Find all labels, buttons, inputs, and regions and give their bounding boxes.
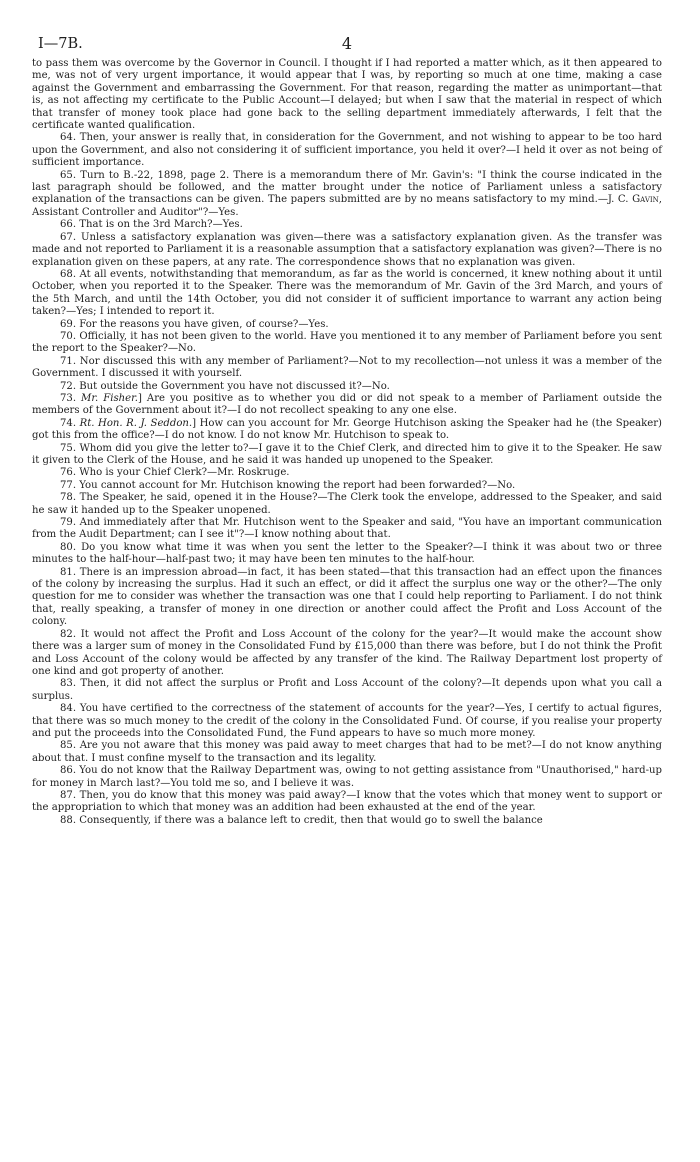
q74-number: 74. (60, 417, 80, 429)
paragraph-q86: 86. You do not know that the Railway Department was, owing to not getting assistance from "Unauthorised," hard-up for money in March last?—You told me so, and I believe it was. (32, 765, 662, 789)
paragraph-continuation: to pass them was overcome by the Governor in Council. I thought if I had reported a matter which, as it then appeared to me, was not of very urgent importance, it would appear that I was, by reporting so much at one time, making a case against the Government and embarrassing the Government. For that reason, regarding the matter as unimportant—that is, as not affecting my certificate to the Public Account—I delayed; but when I saw that the material in respect of which that transfer of money took place had gone back to the selling department immediately afterwards, I felt that the certificate wanted qualification. (32, 58, 662, 132)
paragraph-q70: 70. Officially, it has not been given to the world. Have you mentioned it to any member of Parliament before you sent the report to the Speaker?—No. (32, 330, 662, 355)
paragraph-q73 (32, 393, 662, 418)
q74-speaker: Rt. Hon. R. J. Seddon. (79, 417, 193, 429)
paragraph-q64: 64. Then, your answer is really that, in consideration for the Government, and not wishing to appear to be too hard upon the Government, and also not considering it of sufficient importance, you held it over?—I held it over as not being of sufficient importance. (32, 132, 662, 169)
paragraph-q83: 83. Then, it did not affect the surplus or Profit and Loss Account of the colony?—It depends upon what you call a surplus. (32, 678, 662, 702)
paragraph-q76: 76. Who is your Chief Clerk?—Mr. Roskruge. (60, 467, 290, 479)
document-body (32, 58, 662, 827)
paragraph-q72: 72. But outside the Government you have not discussed it?—No. (60, 380, 390, 392)
q65-text-end: , Assistant Controller and Auditor"?—Yes. (32, 194, 662, 218)
q65-text: 65. Turn to B.-22, 1898, page 2. There is a memorandum there of Mr. Gavin's: "I think the course indicated in the last paragraph should be followed, and the matter brought under the notice of Parliament unless a satisfactory explanation of the transactions can be given. The papers submitted are by no means satisfactory to my mind.—J. C. (32, 169, 662, 206)
paragraph-q87: 87. Then, you do know that this money was paid away?—I know that the votes which that money went to support or the appropriation to which that money was an addition had been exhausted at the end of the year. (32, 789, 662, 814)
paragraph-q79: 79. And immediately after that Mr. Hutchison went to the Speaker and said, "You have an important communication from the Audit Department; can I see it"?—I know nothing about that. (32, 517, 662, 541)
page-number: 4 (341, 34, 353, 53)
paragraph-q68: 68. At all events, notwithstanding that memorandum, as far as the world is concerned, it knew nothing about it until October, when you reported it to the Speaker. There was the memorandum of Mr. Gavin of the 3rd March, and yours of the 5th March, and until the 14th October, you did not consider it of sufficient importance to warrant any action being taken?—Yes; I intended to report it. (32, 268, 662, 318)
paragraph-q74 (32, 418, 662, 443)
q74-text: ] How can you account for Mr. George Hutchison asking the Speaker had he (the Speaker) got this from the office?—I do not know. I do not know Mr. Hutchison to speak to. (32, 417, 662, 442)
paragraph-q85: 85. Are you not aware that this money was paid away to meet charges that had to be met?—I do not know anything about that. I must confine myself to the transaction and its legality. (32, 740, 662, 764)
paragraph-q81: 81. There is an impression abroad—in fact, it has been stated—that this transaction had an effect upon the finances of the colony by increasing the surplus. Had it such an effect, or did it affect the surplus one way or the other?—The only question for me to consider was whether the transaction was one that I could help reporting to Parliament. I do not think that, really speaking, a transfer of money in one direction or another could affect the Profit and Loss Account of the colony. (32, 566, 662, 628)
paragraph-q77: 77. You cannot account for Mr. Hutchison knowing the report had been forwarded?—No. (60, 479, 516, 491)
paragraph-q69: 69. For the reasons you have given, of course?—Yes. (60, 318, 329, 330)
paragraph-q88: 88. Consequently, if there was a balance left to credit, then that would go to swell the balance (60, 814, 543, 826)
page-header (32, 36, 662, 56)
q73-speaker: Mr. Fisher. (81, 392, 139, 404)
q73-text: ] Are you positive as to whether you did or did not speak to a member of Parliament outside the members of the Government about it?—I do not recollect speaking to any one else. (32, 392, 663, 417)
paragraph-q67: 67. Unless a satisfactory explanation was given—there was a satisfactory explanation given. As the transfer was made and not reported to Parliament it is a reasonable assumption that a satisfactory explanation was given?—There is no explanation given on these papers, at any rate. The correspondence shows that no explanation was given. (32, 231, 662, 268)
paragraph-q82: 82. It would not affect the Profit and Loss Account of the colony for the year?—It would make the account show there was a larger sum of money in the Consolidated Fund by £15,000 than there was before, but I do not think the Profit and Loss Account of the colony would be affected by any transfer of the kind. The Railway Department lost property of one kind and got property of another. (32, 628, 662, 677)
paragraph-q71: 71. Nor discussed this with any member of Parliament?—Not to my recollection—not unless it was a member of the Government. I discussed it with yourself. (32, 355, 662, 380)
q65-signatory: Gavin (632, 194, 659, 206)
document-reference: I—7B. (38, 36, 83, 52)
q73-number: 73. (60, 392, 81, 404)
paragraph-q80: 80. Do you know what time it was when you sent the letter to the Speaker?—I think it was about two or three minutes to the half-hour—half-past two; it may have been ten minutes to the half-hour. (32, 541, 662, 566)
paragraph-q65 (32, 170, 662, 220)
paragraph-q66: 66. That is on the 3rd March?—Yes. (60, 219, 243, 231)
paragraph-q75: 75. Whom did you give the letter to?—I gave it to the Chief Clerk, and directed him to give it to the Speaker. He saw it given to the Clerk of the House, and he said it was handed up unopened to the Speaker. (32, 442, 662, 466)
paragraph-q78: 78. The Speaker, he said, opened it in the House?—The Clerk took the envelope, addressed to the Speaker, and said he saw it handed up to the Speaker unopened. (32, 492, 662, 516)
paragraph-q84: 84. You have certified to the correctness of the statement of accounts for the year?—Yes, I certify to actual figures, that there was so much money to the credit of the colony in the Consolidated Fund. Of course, if you realise your property and put the proceeds into the Consolidated Fund, the Fund appears to have so much more money. (32, 703, 662, 739)
